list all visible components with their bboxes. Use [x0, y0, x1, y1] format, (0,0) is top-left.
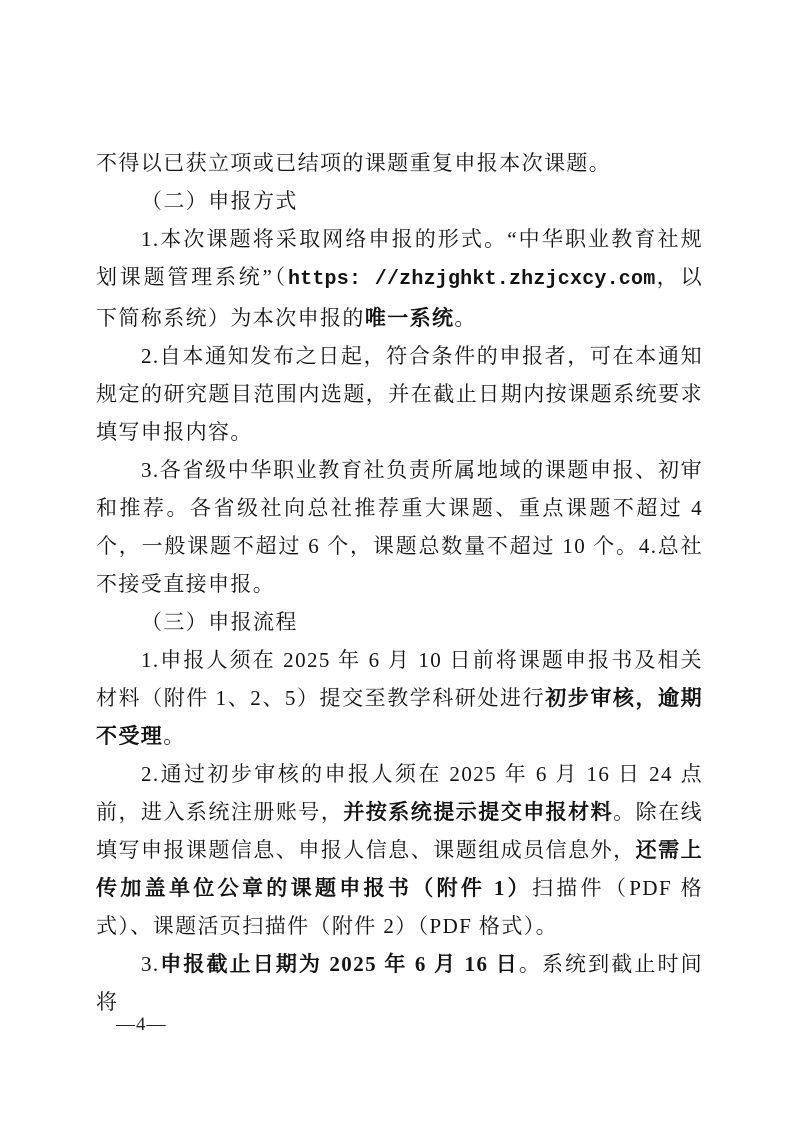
paragraph — [96, 144, 703, 182]
text-run: 3. — [141, 952, 160, 976]
text-run: 申报截止日期为 2025 年 6 月 16 日 — [159, 952, 519, 976]
text-run: 。除在线填写申报课题信息、申报人信息、课题组成员信息外， — [96, 800, 703, 862]
text-run: 初步审核，逾期不受理 — [96, 686, 703, 748]
paragraph — [96, 755, 703, 945]
text-run: 3.各省级中华职业教育社负责所属地域的课题申报、初审和推荐。各省级社向总社推荐重大课题、重点课题不超过 4 个，一般课题不超过 6 个，课题总数量不超过 10 个。4.总社不接受直接申报。 — [96, 458, 703, 596]
text-run: 1.申报人须在 2025 年 6 月 10 日前将课题申报书及相关材料（附件 1、2、5）提交至教学科研处进行 — [96, 648, 703, 710]
text-run: 。系统到截止时间将 — [96, 952, 703, 1014]
text-run: 并按系统提示提交申报材料 — [343, 800, 614, 824]
page-number: —4— — [116, 1014, 167, 1035]
document-body — [96, 144, 703, 1021]
text-run: 2.通过初步审核的申报人须在 2025 年 6 月 16 日 24 点前，进入系统注册账号， — [96, 762, 703, 824]
text-run: 1.本次课题将采取网络申报的形式。“中华职业教育社规划课题管理系统”（ — [96, 227, 703, 289]
text-run: 。 — [163, 724, 186, 748]
text-run: 不得以已获立项或已结项的课题重复申报本次课题。 — [96, 151, 612, 175]
text-run: 2.自本通知发布之日起，符合条件的申报者，可在本通知规定的研究题目范围内选题，并在截止日期内按课题系统要求填写申报内容。 — [96, 344, 703, 444]
text-run: （二）申报方式 — [141, 189, 298, 213]
paragraph — [96, 603, 703, 641]
text-run: 唯一系统 — [364, 306, 455, 330]
paragraph — [96, 641, 703, 755]
text-run: 。 — [454, 306, 477, 330]
text-run: 还需上传加盖单位公章的课题申报书（附件 1） — [96, 838, 703, 900]
text-run: 扫描件（PDF 格式）、课题活页扫描件（附件 2）（PDF 格式）。 — [96, 876, 703, 938]
text-run: ，以下简称系统）为本次申报的 — [96, 265, 703, 330]
paragraph — [96, 451, 703, 603]
text-run: （三）申报流程 — [141, 610, 298, 634]
paragraph — [96, 220, 703, 337]
paragraph — [96, 945, 703, 1021]
text-run: https: //zhzjghkt.zhzjcxcy.com — [287, 268, 656, 291]
paragraph — [96, 182, 703, 220]
paragraph — [96, 337, 703, 451]
